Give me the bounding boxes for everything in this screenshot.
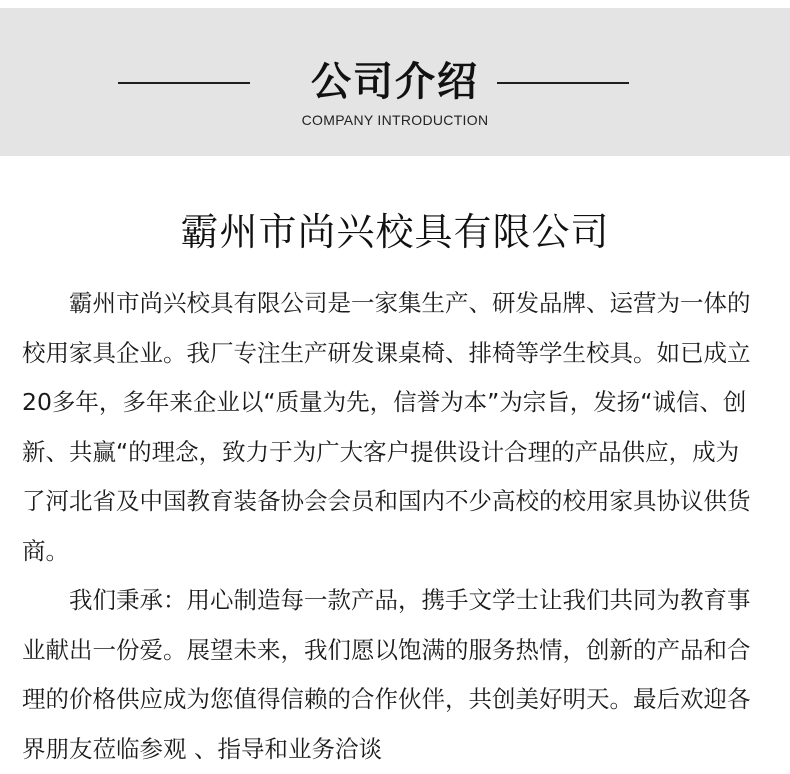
intro-body: [22, 279, 762, 774]
intro-paragraph-1: 霸州市尚兴校具有限公司是一家集生产、研发品牌、运营为一体的校用家具企业。我厂专注生产研发课桌椅、排椅等学生校具。如已成立20多年，多年来企业以“质量为先，信誉为本”为宗旨，发扬“诚信、创新、共赢“的理念，致力于为广大客户提供设计合理的产品供应，成为了河北省及中国教育装备协会会员和国内不少高校的校用家具协议供货商。: [22, 289, 751, 565]
header-band: [0, 8, 790, 156]
section-subtitle: COMPANY INTRODUCTION: [301, 112, 489, 128]
section-title: 公司介绍: [311, 59, 479, 105]
company-name: 霸州市尚兴校具有限公司: [180, 210, 610, 254]
intro-paragraph-2: 我们秉承：用心制造每一款产品，携手文学士让我们共同为教育事业献出一份爱。展望未来，我们愿以饱满的服务热情，创新的产品和合理的价格供应成为您值得信赖的合作伙伴，共创美好明天。最后欢迎各界朋友莅临参观 、指导和业务洽谈: [22, 586, 751, 763]
